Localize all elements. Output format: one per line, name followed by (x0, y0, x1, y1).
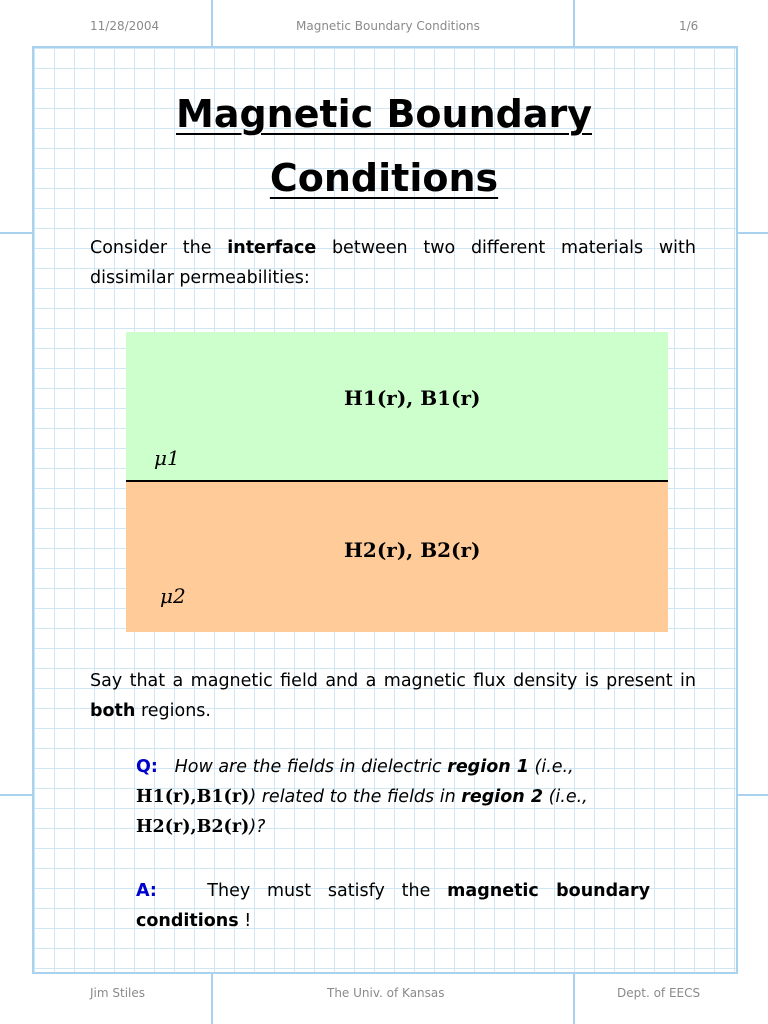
question-fields-2: H2(r),B2(r) (136, 817, 250, 837)
region-2-fields-text: H2(r), B2(r) (344, 538, 481, 562)
mu-2: μ2 (160, 584, 186, 608)
answer-text: ! (244, 911, 252, 931)
answer-label: A: (136, 881, 157, 901)
margin-line (0, 232, 32, 234)
margin-line (573, 974, 575, 1024)
presence-paragraph (90, 666, 696, 726)
interface-diagram (126, 332, 668, 632)
page-title (0, 82, 768, 210)
region-1-fields-text: H1(r), B1(r) (344, 386, 481, 410)
margin-line (211, 0, 213, 46)
answer-block (136, 876, 650, 936)
margin-line (738, 232, 768, 234)
region-2-permeability (160, 584, 186, 608)
question-block (136, 752, 650, 842)
title-line-2: Conditions (269, 156, 499, 200)
region-1-permeability (154, 446, 180, 470)
header-title: Magnetic Boundary Conditions (296, 19, 480, 33)
intro-text: Consider the (90, 238, 228, 258)
footer-author: Jim Stiles (90, 986, 146, 1000)
question-fields-1: H1(r),B1(r) (136, 787, 250, 807)
para2-text: regions. (135, 701, 211, 721)
intro-paragraph (90, 233, 696, 293)
mu-1: μ1 (154, 446, 180, 470)
question-label: Q: (136, 757, 158, 777)
question-text: How are the fields in dielectric region 1 (i.e., H1(r),B1(r)) related to the fields in region 2 (i.e., H2(r),B2(r))? (136, 757, 588, 837)
margin-line (573, 0, 575, 46)
intro-text: between two different materials with dissimilar permeabilities: (90, 238, 696, 288)
interface-line (126, 480, 668, 482)
header-date: 11/28/2004 (90, 19, 160, 33)
region-1-fields (344, 386, 480, 410)
answer-text: They must satisfy the (207, 881, 448, 901)
answer-bold: magnetic boundary conditions (136, 881, 650, 931)
footer-department: Dept. of EECS (617, 986, 701, 1000)
para2-text: Say that a magnetic field and a magnetic flux density is present in (90, 671, 696, 691)
header-page: 1/6 (679, 19, 699, 33)
region-2-fields (344, 538, 480, 562)
title-line-1: Magnetic Boundary (176, 92, 592, 136)
intro-bold: interface (227, 238, 317, 258)
para2-bold: both (90, 701, 136, 721)
footer-university: The Univ. of Kansas (327, 986, 445, 1000)
margin-line (211, 974, 213, 1024)
margin-line (738, 794, 768, 796)
margin-line (0, 794, 32, 796)
